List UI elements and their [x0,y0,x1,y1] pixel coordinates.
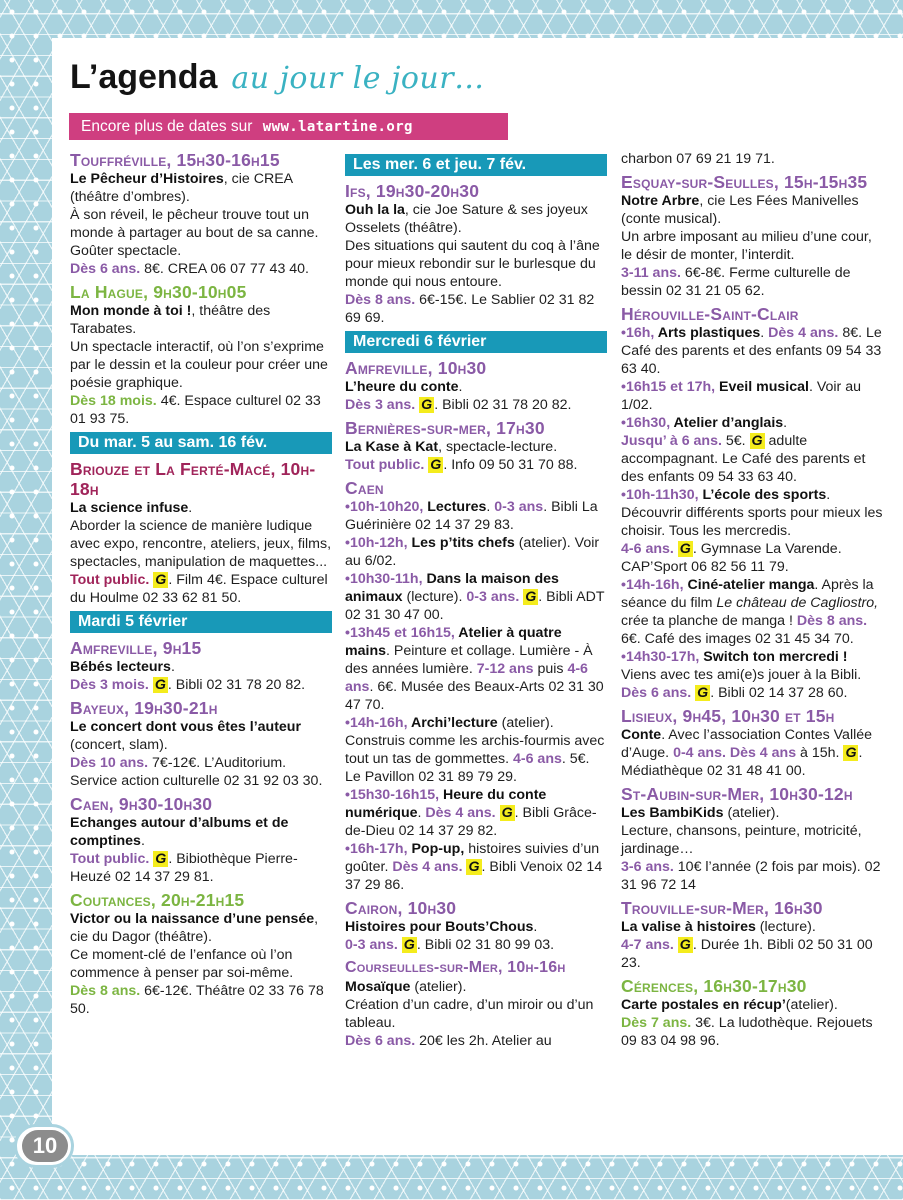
event-desc: Un arbre imposant au milieu d’une cour, le désir de monter, l’interdit. [621,229,872,263]
event-desc: Création d’un cadre, d’un miroir ou d’un tableau. [345,997,594,1031]
event-herouville-group: Hérouville-Saint-Clair •16h, Arts plastiques. Dès 4 ans. 8€. Le Café des parents et des enfants 09 54 33 63 40. •16h15 et 17h, Eveil musical. Voir au 1/02. •16h30, Atelier d’anglais. Jusqu’ à 6 ans. 5€. G adulte accompagnant. Le Café des parents et des enfants 09 54 33 63 40. •10h-11h30, L’école des sports. Découvrir différents sports pour mieux les choisir. Tous les mercredis. 4-6 ans. G . Gymnase La Varende. CAP’Sport 06 82 56 11 79. •14h-16h, Ciné-atelier manga. Après la séance du film Le château de Cagliostro, crée ta planche de manga ! Dès 8 ans. 6€. Café des images 02 31 45 34 70. •14h30-17h, Switch ton mercredi ! Viens avec tes ami(e)s jouer à la Bibli. Dès 6 ans. G . Bibli 02 14 37 28 60. [621,304,886,702]
event-info: . Bibli 02 31 80 99 03. [416,937,555,953]
event-age: Dès 8 ans. [345,292,416,308]
event-info: 8€. CREA 06 07 77 43 40. [140,261,309,277]
event-place: St-Aubin-sur-Mer, 10h30-12h [621,784,853,804]
column-2 [345,150,607,1054]
event-title: Carte postales en récup’ [621,997,786,1013]
event-age: 0-3 ans. [345,937,398,953]
event-place: Coutances, 20h-21h15 [70,890,245,910]
event-touffreville: Touffréville, 15h30-16h15 Le Pêcheur d’Histoires, cie CREA (théâtre d’ombres). À son réveil, le pêcheur trouve tout un monde à partager au bout de sa canne. Goûter spectacle. Dès 6 ans. 8€. CREA 06 07 77 43 40. [70,150,332,278]
title-main: L’agenda [70,58,218,96]
event-title: Mosaïque [345,979,411,995]
event-info: 10€ l’année (2 fois par mois). 02 31 96 72 14 [621,859,881,893]
event-info: . Info 09 50 31 70 88. [443,457,578,473]
date-header: Mercredi 6 février [345,331,607,353]
event-place: Ifs, 19h30-20h30 [345,181,480,201]
event-title: Mon monde à toi ! [70,303,192,319]
event-coutances: Coutances, 20h-21h15 Victor ou la naissance d’une pensée, cie du Dagor (théâtre). Ce moment-clé de l’enfance où l’on commence à penser par soi-même. Dès 8 ans. 6€-12€. Théâtre 02 33 76 78 50. [70,890,332,1018]
gratuit-badge: G [845,745,857,761]
event-title: Ouh la la [345,202,405,218]
gratuit-badge: G [421,397,433,413]
event-age: Dès 6 ans. [345,1033,416,1049]
event-info: . Bibiothèque Pierre-Heuzé 02 14 37 29 81. [70,851,298,885]
column-1 [70,150,332,1022]
banner-text: Encore plus de dates sur [81,118,253,135]
event-place: Caen, 9h30-10h30 [70,794,213,814]
event-bayeux: Bayeux, 19h30-21h Le concert dont vous êtes l’auteur (concert, slam). Dès 10 ans. 7€-12€. L’Auditorium. Service action culturelle 02 31 92 03 30. [70,698,332,790]
event-age: Dès 10 ans. [70,755,149,771]
date-header: Mardi 5 février [70,611,332,633]
event-place: Briouze et La Ferté-Macé, 10h-18h [70,459,316,499]
gratuit-badge: G [155,851,167,867]
event-age: Tout public. [70,572,150,588]
event-title: La valise à histoires [621,919,756,935]
event-age: 3-11 ans. [621,265,681,281]
event-title: Victor ou la naissance d’une pensée [70,911,315,927]
event-place: Esquay-sur-Seulles, 15h-15h35 [621,172,868,192]
column-3 [621,150,886,1054]
event-info: 4€. Espace culturel 02 33 01 93 75. [70,393,321,427]
event-title: Notre Arbre [621,193,700,209]
event-cerences: Cérences, 16h30-17h30 Carte postales en récup’(atelier). Dès 7 ans. 3€. La ludothèque. Rejouets 09 83 04 98 96. [621,976,886,1050]
event-title: Bébés lecteurs [70,659,171,675]
event-place: Trouville-sur-Mer, 16h30 [621,898,823,918]
gratuit-badge: G [679,541,691,557]
event-age: Tout public. [70,851,150,867]
event-title: Histoires pour Bouts’Chous [345,919,534,935]
gratuit-badge: G [525,589,537,605]
event-desc: Ce moment-clé de l’enfance où l’on commence à penser par soi-même. [70,947,294,981]
event-lisieux: Lisieux, 9h45, 10h30 et 15h Conte. Avec l’association Contes Vallée d’Auge. 0-4 ans. Dès 4 ans à 15h. G . Médiathèque 02 31 48 41 00. [621,706,886,780]
gratuit-badge: G [403,937,415,953]
gratuit-badge: G [679,937,691,953]
event-info: . Film 4€. Espace culturel du Houlme 02 33 62 81 50. [70,572,328,606]
event-la-hague: La Hague, 9h30-10h05 Mon monde à toi !, théâtre des Tarabates. Un spectacle interactif, où l’on s’exprime par le dessin et la couleur pour créer une poésie graphique. Dès 18 mois. 4€. Espace culturel 02 33 01 93 75. [70,282,332,428]
event-caen: Caen, 9h30-10h30 Echanges autour d’albums et de comptines. Tout public. G . Bibiothèque Pierre-Heuzé 02 14 37 29 81. [70,794,332,886]
event-info: . Durée 1h. Bibli 02 50 31 00 23. [621,937,873,971]
event-age: Dès 8 ans. [70,983,141,999]
event-age: 4-7 ans. [621,937,674,953]
event-info: 6€-12€. Théâtre 02 33 76 78 50. [70,983,324,1017]
event-title: La Kase à Kat [345,439,439,455]
website-link[interactable]: www.latartine.org [262,119,413,135]
event-place: La Hague, 9h30-10h05 [70,282,247,302]
page-title [70,58,485,106]
event-info: . Bibli 02 31 78 20 82. [167,677,306,693]
event-info: 6€-15€. Le Sablier 02 31 82 69 69. [345,292,595,326]
event-place: Lisieux, 9h45, 10h30 et 15h [621,706,835,726]
event-place: Touffréville, 15h30-16h15 [70,150,280,170]
event-age: Dès 3 mois. [70,677,149,693]
event-esquay: Esquay-sur-Seulles, 15h-15h35 Notre Arbre, cie Les Fées Manivelles (conte musical). Un arbre imposant au milieu d’une cour, le désir de monter, l’interdit. 3-11 ans. 6€-8€. Ferme culturelle de bessin 02 31 21 05 62. [621,172,886,300]
gratuit-badge: G [501,805,513,821]
event-desc: Lecture, chansons, peinture, motricité, jardinage… [621,823,862,857]
event-age: Dès 6 ans. [70,261,141,277]
event-info: 6€-8€. Ferme culturelle de bessin 02 31 21 05 62. [621,265,851,299]
event-cairon: Cairon, 10h30 Histoires pour Bouts’Chous. 0-3 ans. G . Bibli 02 31 80 99 03. [345,898,607,954]
event-title: Le Pêcheur d’Histoires [70,171,224,187]
event-courseulles: Courseulles-sur-Mer, 10h-16h Mosaïque (atelier). Création d’un cadre, d’un miroir ou d’un tableau. Dès 6 ans. 20€ les 2h. Atelier au [345,958,607,1050]
event-title: La science infuse [70,500,189,516]
event-age: 0-4 ans. Dès 4 ans [673,745,797,761]
event-place: Bernières-sur-mer, 17h30 [345,418,545,438]
gratuit-badge: G [751,433,763,449]
event-place: Caen [345,478,384,498]
event-briouze: Briouze et La Ferté-Macé, 10h-18h La science infuse. Aborder la science de manière ludique avec expo, rencontre, ateliers, jeux, films, spectacles, manipulation de maquettes... Tout public. G . Film 4€. Espace culturel du Houlme 02 33 62 81 50. [70,459,332,606]
event-bernieres: Bernières-sur-mer, 17h30 La Kase à Kat, spectacle-lecture. Tout public. G . Info 09 50 31 70 88. [345,418,607,474]
event-desc: Un spectacle interactif, où l’on s’exprime par le dessin et la couleur pour créer une poésie graphique. [70,339,328,391]
event-place: Cairon, 10h30 [345,898,457,918]
event-info: 7€-12€. L’Auditorium. Service action culturelle 02 31 92 03 30. [70,755,323,789]
website-banner [69,113,508,140]
event-continuation: charbon 07 69 21 19 71. [621,151,775,167]
title-script: au jour le jour… [231,61,485,96]
event-place: Amfreville, 10h30 [345,358,487,378]
event-trouville: Trouville-sur-Mer, 16h30 La valise à histoires (lecture). 4-7 ans. G . Durée 1h. Bibli 02 50 31 00 23. [621,898,886,972]
gratuit-badge: G [154,677,166,693]
event-place: Bayeux, 19h30-21h [70,698,218,718]
event-desc: Des situations qui sautent du coq à l’âne pour mieux rebondir sur le burlesque du monde qui nous entoure. [345,238,600,290]
event-amfreville-2: Amfreville, 10h30 L’heure du conte. Dès 3 ans. G . Bibli 02 31 78 20 82. [345,358,607,414]
gratuit-badge: G [155,572,167,588]
event-title: L’heure du conte [345,379,459,395]
event-age: Tout public. [345,457,425,473]
date-header: Les mer. 6 et jeu. 7 fév. [345,154,607,176]
event-place: Amfreville, 9h15 [70,638,202,658]
gratuit-badge: G [468,859,480,875]
event-title: Echanges autour d’albums et de comptines [70,815,289,849]
gratuit-badge: G [697,685,709,701]
gratuit-badge: G [430,457,442,473]
event-amfreville: Amfreville, 9h15 Bébés lecteurs. Dès 3 mois. G . Bibli 02 31 78 20 82. [70,638,332,694]
event-info: 20€ les 2h. Atelier au [415,1033,552,1049]
event-age: Dès 18 mois. [70,393,157,409]
page-number: 10 [22,1130,68,1162]
event-caen-group: Caen •10h-10h20, Lectures. 0-3 ans. Bibli La Guérinière 02 14 37 29 83. •10h-12h, Les p’tits chefs (atelier). Voir au 6/02. •10h30-11h, Dans la maison des animaux (lecture). 0-3 ans. G . Bibli ADT 02 31 30 47 00. •13h45 et 16h15, Atelier à quatre mains. Peinture et collage. Lumière - À des années lumière. 7-12 ans puis 4-6 ans. 6€. Musée des Beaux-Arts 02 31 30 47 70. •14h-16h, Archi’lecture (atelier). Construis comme les archis-fourmis avec tout un tas de gommettes. 4-6 ans. 5€. Le Pavillon 02 31 89 79 29. •15h30-16h15, Heure du conte numérique. Dès 4 ans. G . Bibli Grâce-de-Dieu 02 14 37 29 82. •16h-17h, Pop-up, histoires suivies d’un goûter. Dès 4 ans. G . Bibli Venoix 02 14 37 29 86. [345,478,607,894]
event-age: Dès 7 ans. [621,1015,692,1031]
event-place: Courseulles-sur-Mer, 10h-16h [345,959,566,976]
event-place: Hérouville-Saint-Clair [621,304,799,324]
event-place: Cérences, 16h30-17h30 [621,976,807,996]
date-header: Du mar. 5 au sam. 16 fév. [70,432,332,454]
event-desc: Aborder la science de manière ludique avec expo, rencontre, ateliers, jeux, films, spectacles, manipulation de maquettes... [70,518,332,570]
event-st-aubin: St-Aubin-sur-Mer, 10h30-12h Les BambiKids (atelier). Lecture, chansons, peinture, motricité, jardinage… 3-6 ans. 10€ l’année (2 fois par mois). 02 31 96 72 14 [621,784,886,894]
event-title: Conte [621,727,662,743]
event-age: 3-6 ans. [621,859,674,875]
event-info: . Bibli 02 31 78 20 82. [434,397,572,413]
event-age: Dès 3 ans. [345,397,416,413]
event-ifs: Ifs, 19h30-20h30 Ouh la la, cie Joe Sature & ses joyeux Osselets (théâtre). Des situations qui sautent du coq à l’âne pour mieux rebondir sur le burlesque du monde qui nous entoure. Dès 8 ans. 6€-15€. Le Sablier 02 31 82 69 69. [345,181,607,327]
event-desc: À son réveil, le pêcheur trouve tout un monde à partager au bout de sa canne. Goûter spectacle. [70,207,319,259]
event-title: Les BambiKids [621,805,724,821]
event-info: 3€. La ludothèque. Rejouets 09 83 04 98 96. [621,1015,873,1049]
event-title: Le concert dont vous êtes l’auteur [70,719,301,735]
